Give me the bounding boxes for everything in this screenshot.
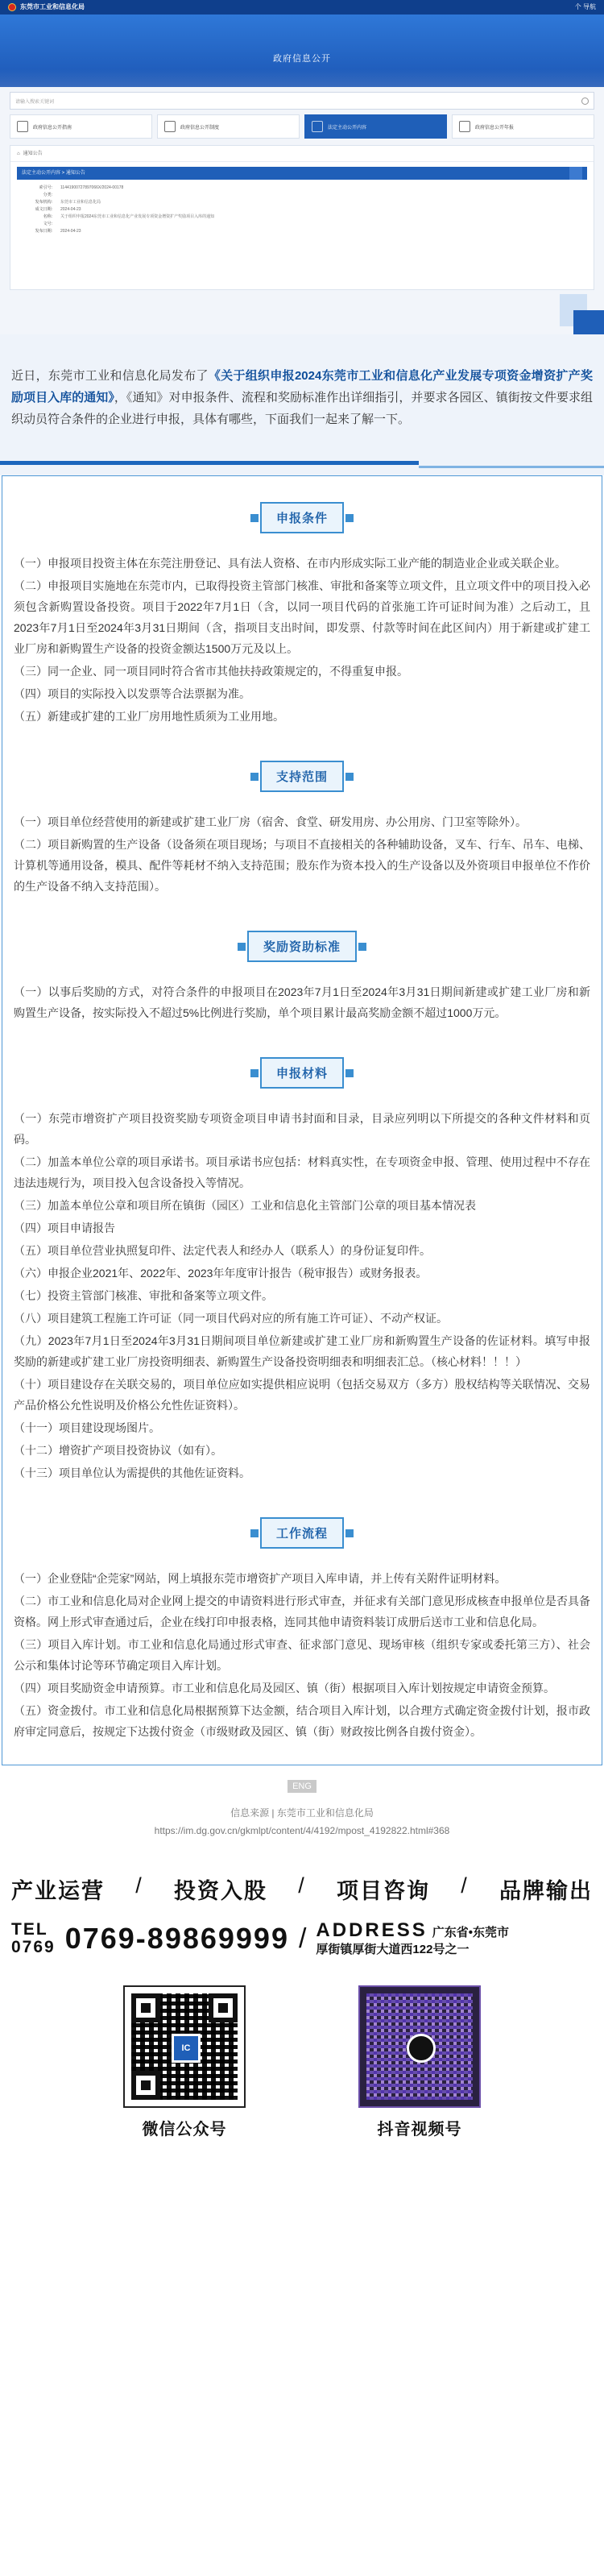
list-item: （一）申报项目投资主体在东莞注册登记、具有法人资格、在市内形成实际工业产能的制造业企业或关联企业。 bbox=[14, 557, 566, 570]
process-list bbox=[14, 1568, 590, 1742]
list-item: （三）项目入库计划。市工业和信息化局通过形式审查、征求部门意见、现场审核（组织专家或委托第三方）、社会公示和集体讨论等环节确定项目入库计划。 bbox=[14, 1638, 590, 1672]
meta-row: 文号: bbox=[43, 222, 52, 226]
panel-header-label: 通知公告 bbox=[23, 151, 43, 156]
intro-text: ，《通知》对申报条件、流程和奖励标准作出详细指引，并要求各园区、镇街按文件要求组织动员符合条件的企业进行申报，具体有哪些，下面我们一起来了解一下。 bbox=[11, 391, 593, 426]
reward-list bbox=[14, 981, 590, 1023]
source-line: 信息来源 | 东莞市工业和信息化局 bbox=[230, 1807, 374, 1819]
section-title-reward: 奖励资助标准 bbox=[247, 931, 357, 962]
scope-list bbox=[14, 811, 590, 897]
notice-title: 《关于组织申报2024东莞市工业和信息化产业发展专项资金增资扩产奖励项目入库的通知》 bbox=[11, 369, 593, 404]
meta-row: 发布机构: 东莞市工业和信息化局 bbox=[35, 200, 101, 205]
list-item: （二）项目新购置的生产设备（设备须在项目现场；与项目不直接相关的各种辅助设备，叉车、行车、吊车、电梯、计算机等通用设备，模具、配件等耗材不纳入支持范围；股东作为资本投入的生产设备以及外资项目申报单位不作价的生产设备不纳入支持范围）。 bbox=[14, 838, 590, 893]
service-slogans: 产业运营 / 投资入股 / 项目咨询 / 品牌输出 bbox=[11, 1873, 593, 1903]
slogan-item: 投资入股 bbox=[173, 1879, 267, 1903]
slogan-item: 品牌输出 bbox=[499, 1879, 593, 1903]
douyin-qr bbox=[358, 1985, 481, 2139]
list-item: （五）新建或扩建的工业厂房用地性质须为工业用地。 bbox=[14, 710, 284, 723]
conditions-list bbox=[14, 553, 590, 727]
list-item: （二）申报项目实施地在东莞市内，已取得投资主管部门核准、审批和备案等立项文件，且立项文件中的项目投入必须包含新购置设备投资。项目于2022年7月1日（含，以同一项目代码的首张施工许可证时间为准）之后动工，且2023年7月1日至2024年3月31日期间（含，指项目支出时间，即发票、付款等时间在此区间内）用于新建或扩建工业厂房和新购置生产设备的投资金额达1500万元及以上。 bbox=[14, 579, 590, 655]
content-panel bbox=[10, 145, 594, 290]
list-item: （十一）项目建设现场图片。 bbox=[14, 1421, 160, 1434]
tel-number[interactable]: 0769-89869999 bbox=[64, 1922, 289, 1955]
document-icon bbox=[459, 121, 470, 132]
tab-label: 政府信息公开制度 bbox=[180, 125, 220, 131]
list-item: （十三）项目单位认为需提供的其他佐证资料。 bbox=[14, 1466, 250, 1479]
wechat-qr bbox=[123, 1985, 246, 2139]
slogan-item: 项目咨询 bbox=[336, 1879, 430, 1903]
list-item: （二）市工业和信息化局对企业网上提交的申请资料进行形式审查，并征求有关部门意见形成核查申报单位是否具备资格。网上形式审查通过后，企业在线打印申报表格，连同其他申请资料装订成册后送市工业和信息化局。 bbox=[14, 1595, 590, 1628]
list-item: （九）2023年7月1日至2024年3月31日期间项目单位新建或扩建工业厂房和新购置生产设备的佐证材料。填写申报奖励的新建或扩建工业厂房投资明细表、新购置生产设备投资明细表和明细表汇总。（核心材料！！！） bbox=[14, 1334, 590, 1368]
meta-row: 发布日期: 2024-04-23 bbox=[35, 229, 81, 234]
list-item: （四）项目申请报告 bbox=[14, 1222, 115, 1234]
home-icon: ⌂ bbox=[17, 151, 20, 156]
qr-caption: 微信公众号 bbox=[142, 2121, 227, 2138]
section-title-process: 工作流程 bbox=[260, 1517, 344, 1549]
tab-guide[interactable] bbox=[10, 114, 152, 139]
list-item: （十二）增资扩产项目投资协议（如有）。 bbox=[14, 1444, 222, 1457]
tab-system[interactable] bbox=[157, 114, 300, 139]
meta-row: 成文日期: 2024-04-23 bbox=[35, 207, 81, 212]
document-icon bbox=[164, 121, 176, 132]
site-name: 东莞市工业和信息化局 bbox=[20, 3, 85, 10]
address bbox=[316, 1919, 509, 1958]
section-title-materials: 申报材料 bbox=[260, 1057, 344, 1089]
tab-label: 政府信息公开年报 bbox=[475, 125, 515, 131]
qr-codes bbox=[0, 1985, 604, 2139]
article-body bbox=[2, 475, 602, 1765]
list-item: （五）资金拨付。市工业和信息化局根据预算下达金额，结合项目入库计划，以合理方式确定资金拨付计划，报市政府审定同意后，按规定下达拨付资金（市级财政及园区、镇（街）财政按比例各自拨付资金）。 bbox=[14, 1704, 590, 1738]
list-item: （八）项目建筑工程施工许可证（同一项目代码对应的所有施工许可证）、不动产权证。 bbox=[14, 1312, 448, 1325]
list-item: （七）投资主管部门核准、审批和备案等立项文件。 bbox=[14, 1289, 273, 1302]
materials-list bbox=[14, 1108, 590, 1483]
search-placeholder: 请输入搜索关键词 bbox=[15, 99, 55, 105]
list-item: （二）加盖本单位公章的项目承诺书。项目承诺书应包括：材料真实性，在专项资金申报、管理、使用过程中不存在违法违规行为，项目投入包含设备投入等情况。 bbox=[14, 1155, 590, 1189]
info-tabs bbox=[10, 114, 594, 139]
decorative-block bbox=[573, 310, 604, 334]
tab-statutory[interactable] bbox=[304, 114, 447, 139]
search-input[interactable] bbox=[10, 92, 594, 110]
document-icon bbox=[312, 121, 323, 132]
contact-info: TEL 0769 0769-89869999 / ADDRESS 广东省•东莞市 厚街镇厚街大道西122号之一 bbox=[11, 1919, 510, 1956]
divider bbox=[0, 459, 604, 475]
tab-annual-report[interactable] bbox=[452, 114, 594, 139]
list-item: （十）项目建设存在关联交易的，项目单位应如实提供相应说明（包括交易双方（多方）股权结构等关联情况、交易产品价格公允性说明及价格公允性佐证资料）。 bbox=[14, 1378, 590, 1412]
section-title-conditions: 申报条件 bbox=[260, 502, 344, 533]
document-icon bbox=[17, 121, 28, 132]
eng-badge[interactable]: ENG bbox=[288, 1780, 316, 1793]
qr-caption: 抖音视频号 bbox=[377, 2121, 462, 2138]
slogan-item: 产业运营 bbox=[11, 1879, 105, 1903]
logo-icon: IC bbox=[172, 2034, 201, 2063]
qr-code-icon bbox=[358, 1985, 481, 2108]
qr-code-icon bbox=[123, 1985, 246, 2108]
banner-title: 政府信息公开 bbox=[273, 54, 331, 64]
list-item: （四）项目奖励资金申请预算。市工业和信息化局及园区、镇（街）根据项目入库计划按规定申请资金预算。 bbox=[14, 1682, 555, 1695]
breadcrumb bbox=[17, 167, 587, 180]
search-icon[interactable] bbox=[581, 97, 589, 105]
menu-toggle-icon[interactable] bbox=[569, 167, 582, 180]
section-title-scope: 支持范围 bbox=[260, 761, 344, 792]
list-item: （一）项目单位经营使用的新建或扩建工业厂房（宿舍、食堂、研发用房、办公用房、门卫室等除外）。 bbox=[14, 815, 527, 828]
logo-icon bbox=[407, 2034, 436, 2063]
list-item: （五）项目单位营业执照复印件、法定代表人和经办人（联系人）的身份证复印件。 bbox=[14, 1244, 431, 1257]
top-bar bbox=[0, 0, 604, 15]
address-line: 厚街镇厚街大道西122号之一 bbox=[316, 1943, 470, 1956]
tel-label: TEL 0769 bbox=[11, 1920, 56, 1956]
tab-label: 法定主动公开内容 bbox=[328, 125, 367, 131]
document-meta bbox=[20, 185, 584, 235]
address-line: 广东省•东莞市 bbox=[432, 1926, 510, 1939]
national-emblem-icon bbox=[8, 3, 16, 11]
panel-header bbox=[10, 146, 594, 162]
list-item: （一）以事后奖励的方式，对符合条件的申报项目在2023年7月1日至2024年3月31日期间新建或扩建工业厂房和新购置生产设备，按实际投入不超过5%比例进行奖励，单个项目累计最高奖励金额不超过1000万元。 bbox=[14, 985, 590, 1019]
list-item: （六）申报企业2021年、2022年、2023年年度审计报告（税审报告）或财务报表。 bbox=[14, 1267, 428, 1280]
meta-row: 名称: 关于组织申报2024东莞市工业和信息化产业发展专项资金增资扩产奖励项目入库的通知 bbox=[43, 214, 215, 219]
breadcrumb-text[interactable]: 法定主动公开内容 > 通知公告 bbox=[22, 171, 85, 176]
intro-paragraph bbox=[0, 334, 604, 459]
meta-row: 索引号: 11441900727897066X/2024-00178 bbox=[39, 185, 124, 190]
list-item: （四）项目的实际投入以发票等合法票据为准。 bbox=[14, 687, 250, 700]
page-screenshot bbox=[0, 0, 604, 334]
list-item: （一）东莞市增资扩产项目投资奖励专项资金项目申请书封面和目录，目录应列明以下所提交的各种文件材料和页码。 bbox=[14, 1112, 590, 1146]
banner bbox=[0, 15, 604, 87]
source-url[interactable]: https://im.dg.gov.cn/gkmlpt/content/4/4192/mpost_4192822.html#368 bbox=[154, 1825, 450, 1836]
list-item: （三）加盖本单位公章和项目所在镇街（园区）工业和信息化主管部门公章的项目基本情况表 bbox=[14, 1199, 476, 1212]
top-nav-link[interactable]: 个 导航 bbox=[574, 3, 596, 10]
meta-row: 分类: bbox=[43, 193, 52, 197]
list-item: （一）企业登陆“企莞家”网站，网上填报东莞市增资扩产项目入库申请，并上传有关附件证明材料。 bbox=[14, 1572, 507, 1585]
tab-label: 政府信息公开指南 bbox=[33, 125, 72, 131]
list-item: （三）同一企业、同一项目同时符合省市其他扶持政策规定的，不得重复申报。 bbox=[14, 665, 408, 678]
intro-text: 近日，东莞市工业和信息化局发布了 bbox=[11, 369, 209, 383]
address-label: ADDRESS bbox=[316, 1919, 428, 1941]
